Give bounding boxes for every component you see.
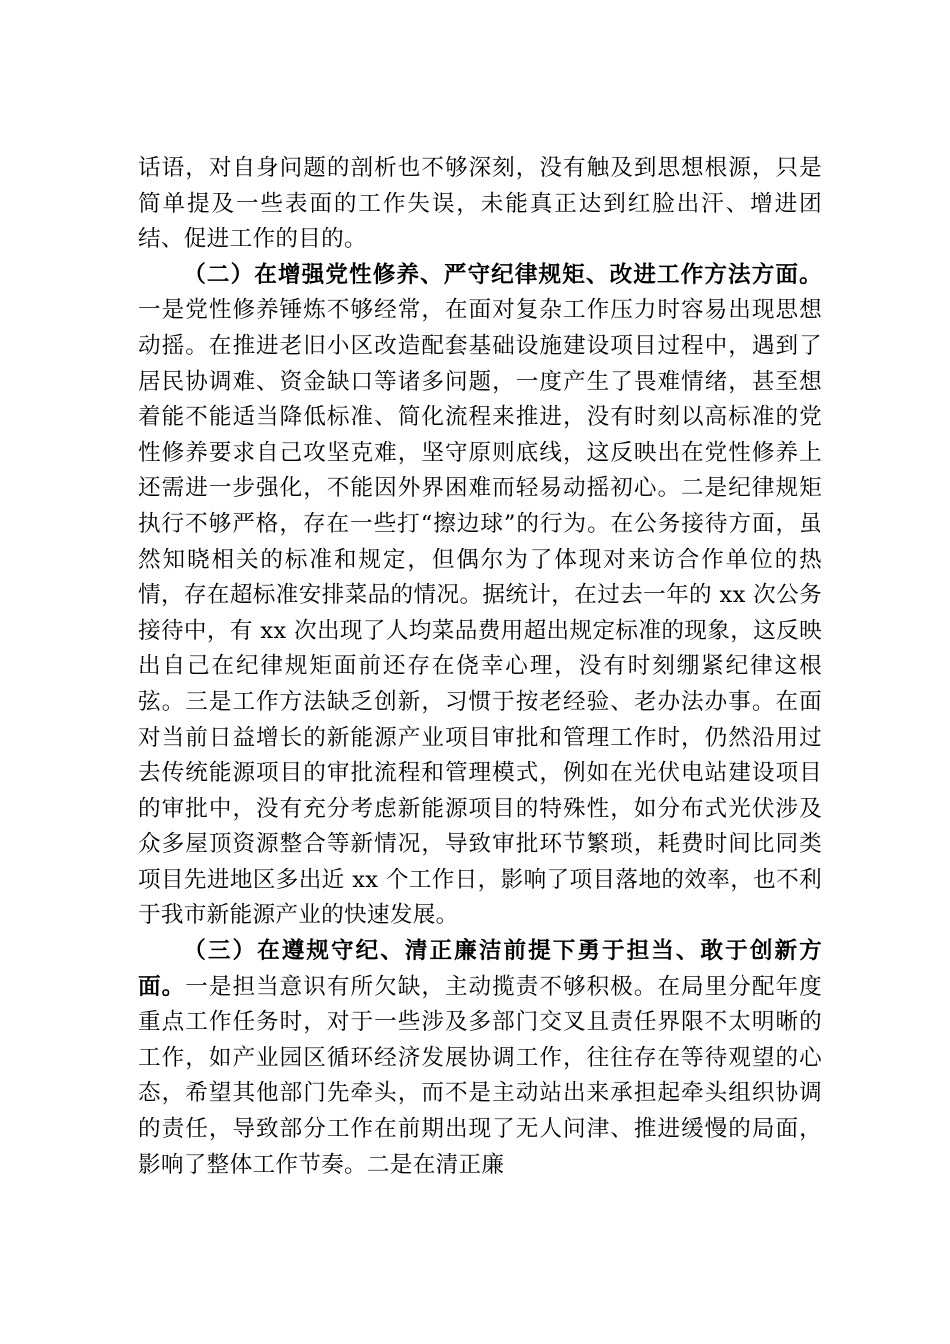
paragraph-continuation (138, 151, 822, 258)
document-body (138, 151, 822, 1183)
paragraph-body: 一是党性修养锤炼不够经常，在面对复杂工作压力时容易出现思想动摇。在推进老旧小区改造配套基础设施建设项目过程中，遇到了居民协调难、资金缺口等诸多问题，一度产生了畏难情绪，甚至想着能不能适当降低标准、简化流程来推进，没有时刻以高标准的党性修养要求自己攻坚克难，坚守原则底线，这反映出在党性修养上还需进一步强化，不能因外界困难而轻易动摇初心。二是纪律规矩执行不够严格，存在一些打“擦边球”的行为。在公务接待方面，虽然知晓相关的标准和规定，但偶尔为了体现对来访合作单位的热情，存在超标准安排菜品的情况。据统计，在过去一年的 xx 次公务接待中，有 xx 次出现了人均菜品费用超出规定标准的现象，这反映出自己在纪律规矩面前还存在侥幸心理，没有时刻绷紧纪律这根弦。三是工作方法缺乏创新，习惯于按老经验、老办法办事。在面对当前日益增长的新能源产业项目审批和管理工作时，仍然沿用过去传统能源项目的审批流程和管理模式，例如在光伏电站建设项目的审批中，没有充分考虑新能源项目的特殊性，如分布式光伏涉及众多屋顶资源整合等新情况，导致审批环节繁琐，耗费时间比同类项目先进地区多出近 xx 个工作日，影响了项目落地的效率，也不利于我市新能源产业的快速发展。 (138, 297, 822, 929)
paragraph-body: 话语，对自身问题的剖析也不够深刻，没有触及到思想根源，只是简单提及一些表面的工作失误，未能真正达到红脸出汗、增进团结、促进工作的目的。 (138, 155, 822, 253)
paragraph-section-3 (138, 934, 822, 1183)
section-heading: （三）在遵规守纪、清正廉洁前提下勇于担当、敢于创新方面。 (138, 938, 822, 1000)
section-heading: （二）在增强党性修养、严守纪律规矩、改进工作方法方面。 (183, 261, 822, 288)
paragraph-section-2 (138, 258, 822, 934)
paragraph-body: 一是担当意识有所欠缺，主动揽责不够积极。在局里分配年度重点工作任务时，对于一些涉及多部门交叉且责任界限不太明晰的工作，如产业园区循环经济发展协调工作，往往存在等待观望的心态，希望其他部门先牵头，而不是主动站出来承担起牵头组织协调的责任，导致部分工作在前期出现了无人问津、推进缓慢的局面，影响了整体工作节奏。二是在清正廉 (138, 973, 822, 1178)
